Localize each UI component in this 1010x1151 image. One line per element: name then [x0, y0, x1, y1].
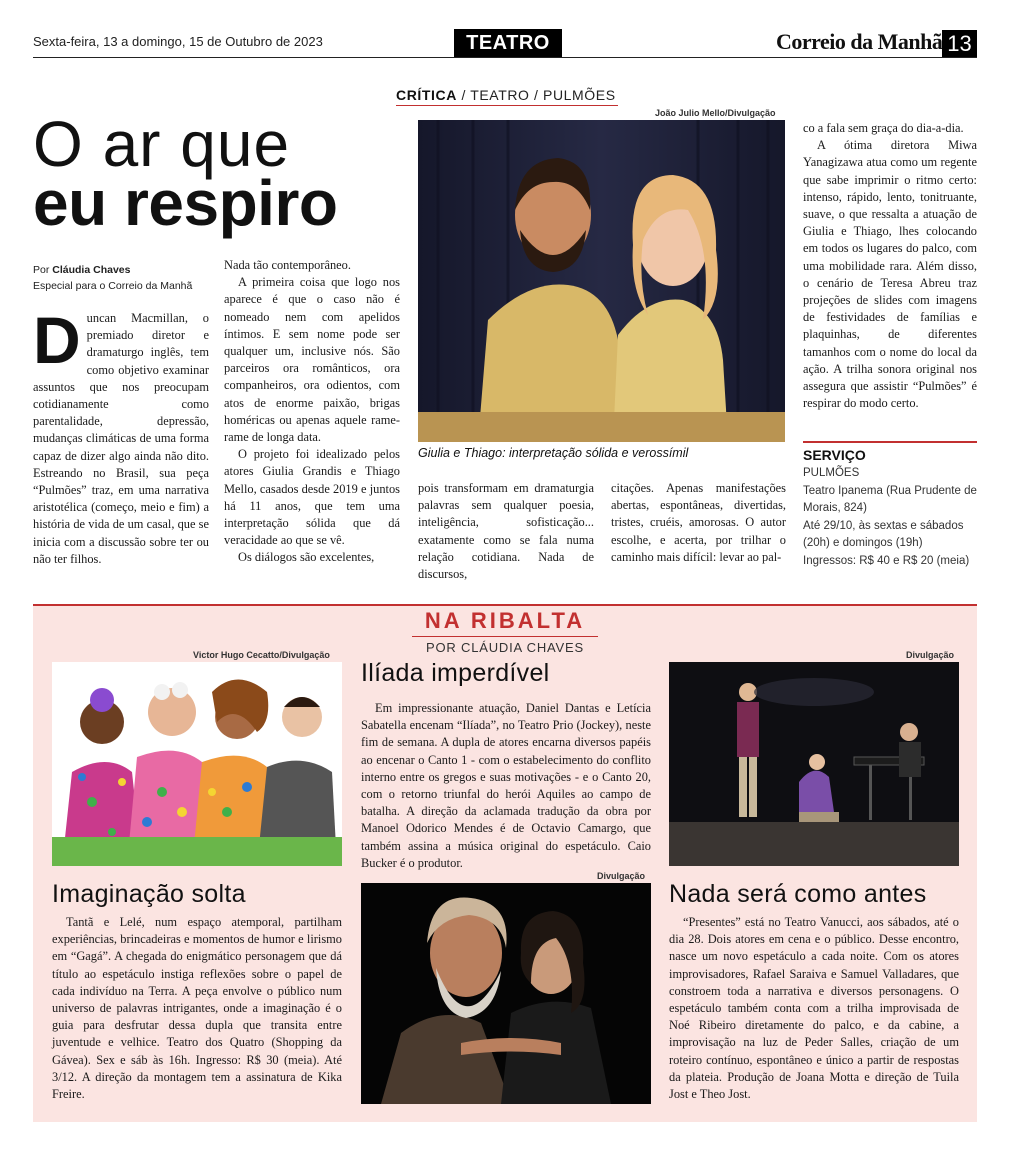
byline-prefix: Por	[33, 264, 53, 276]
servico-prices: Ingressos: R$ 40 e R$ 20 (meia)	[803, 554, 970, 567]
headline-line-1: O ar que	[33, 108, 291, 180]
article-column-4	[611, 480, 786, 566]
section-label: TEATRO	[454, 29, 562, 57]
nada-text	[669, 914, 959, 1103]
iliada-text	[361, 700, 651, 872]
servico-rule	[803, 441, 977, 443]
photo-credit: João Julio Mello/Divulgação	[655, 108, 776, 118]
photo-credit: Divulgação	[597, 871, 646, 881]
byline-author: Cláudia Chaves	[52, 264, 131, 276]
article-column-2	[224, 257, 400, 567]
paragraph: Nada tão contemporâneo.	[224, 258, 351, 272]
actors-photo-illustration	[418, 120, 785, 442]
paragraph: A ótima diretora Miwa Yanagizawa atua como um regente que sabe imprimir o ritmo certo: intenso, rápido, lento, tonitruante, suave, o que ressalta a atuação de Giulia e Thiago, lhes colocando em todos os lugares do palco, com uma mobilidade rara. Além disso, o cenário de Teresa Abreu traz projeções de slides com imagens de festividades de famílias e plaquinhas, de diferentes tamanhos com o nome do local da ação. A trilha sonora original nos assegura que assistir “Pulmões” é respirar do modo certo.	[803, 138, 977, 411]
servico-venue: Teatro Ipanema (Rua Prudente de Morais, 824)	[803, 484, 977, 514]
article-kicker	[396, 87, 616, 103]
kicker-rest: / TEATRO / PULMÕES	[456, 87, 616, 103]
stage-scene-illustration	[669, 662, 959, 866]
byline	[33, 262, 192, 294]
imaginacao-title: Imaginação solta	[52, 880, 246, 908]
iliada-actors-photo	[361, 883, 651, 1104]
iliada-title: Ilíada imperdível	[361, 659, 550, 687]
issue-date: Sexta-feira, 13 a domingo, 15 de Outubro de 2023	[33, 34, 323, 49]
paragraph: A primeira coisa que logo nos aparece é que o caso não é nomeado nem com apelidos íntimos. E sem nome pode ser qualquer um, inclusive nós. São parceiros ora românticos, ora companheiros, ora odientos, com atos de enorme paixão, brigas homéricas ou apenas aquele rame-rame de longa data.	[224, 275, 400, 445]
imaginacao-text	[52, 914, 342, 1103]
paragraph: Em impressionante atuação, Daniel Dantas e Letícia Sabatella encenam “Ilíada”, no Teatro Prio (Jockey), neste fim de semana. A dupla de atores encarna diversos papéis ao encenar o Canto 1 - com o estabelecimento do conflito interno entre os gregos e suas motivações - e o Canto 20, com o retorno triunfal do herói Aquiles ao campo de batalha. A direção da aclamada tradução da obra por Manoel Odorico Mendes é de Octavio Camargo, que também assina a música original do espetáculo. Caio Bucker é o produtor.	[361, 701, 651, 870]
paragraph: citações. Apenas manifestações abertas, espontâneas, divertidas, tristes, cruéis, amorosas. O autor escolhe, e acerta, por trilhar o caminho mais difícil: levar ao pal-	[611, 481, 786, 564]
kicker-rule	[396, 105, 618, 106]
headline-line-2: eu respiro	[33, 167, 338, 239]
servico-schedule: Até 29/10, às sextas e sábados (20h) e domingos (19h)	[803, 519, 964, 549]
nada-title: Nada será como antes	[669, 880, 927, 908]
photo-credit: Divulgação	[906, 650, 955, 660]
servico-show: PULMÕES	[803, 467, 860, 479]
gaga-cast-photo	[52, 662, 342, 866]
ribalta-title: NA RIBALTA	[424, 608, 586, 633]
newspaper-logo: Correio da Manhã	[776, 29, 943, 54]
presentes-stage-photo	[669, 662, 959, 866]
paragraph: pois transformam em dramaturgia palavras sem qualquer poesia, inteligência, sofisticação... exatamente como se fala numa relação cotidiana. Nada de discursos,	[418, 481, 594, 582]
byline-role: Especial para o Correio da Manhã	[33, 280, 193, 292]
article-column-3	[418, 480, 594, 583]
ribalta-byline: POR CLÁUDIA CHAVES	[426, 640, 584, 655]
header-rule	[33, 57, 977, 58]
photo-credit: Victor Hugo Cecatto/Divulgação	[193, 650, 330, 660]
paragraph: Os diálogos são excelentes,	[238, 550, 375, 565]
column-1-text: uncan Macmillan, o premiado diretor e dramaturgo inglês, tem como objetivo examinar assuntos que nos preocupam cotidianamente como parentalidade, depressão, mudanças climáticas de uma forma capaz de dizer algo ainda não dito. Estreando no Brasil, sua peça “Pulmões” traz, em uma narrativa aristotélica (começo, meio e fim) a história de vida de um casal, que se inicia com a discussão sobre ter ou não ter filhos.	[33, 311, 209, 566]
article-column-5	[803, 120, 977, 412]
servico-box	[803, 465, 977, 570]
clown-cast-illustration	[52, 662, 342, 866]
paragraph: Tantã e Lelé, num espaço atemporal, partilham experiências, brincadeiras e momentos de humor e lirismo em “Gagá”. A chegada do enigmático personagem que dá título ao espetáculo instiga reflexões sobre o papel de cada indivíduo na Terra. A peça envolve o público num universo de palavras intrigantes, onde a imaginação é o guia para desfrutar dessa dupla que transita entre juventude e velhice. Teatro dos Quatro (Shopping da Gávea). Sex e sáb às 16h. Ingresso: R$ 30 (meia). Até 3/12. A direção da montagem tem a assinatura de Kika Freire.	[52, 915, 342, 1102]
drop-cap: D	[33, 303, 81, 377]
paragraph: co a fala sem graça do dia-a-dia.	[803, 121, 964, 135]
page-number: 13	[942, 30, 977, 58]
servico-title: SERVIÇO	[803, 447, 866, 463]
paragraph: “Presentes” está no Teatro Vanucci, aos sábados, até o dia 28. Dois atores em cena e o público. Desse encontro, nasce um novo espetáculo a cada noite. Com os atores improvisadores, Rafael Saraiva e Samuel Valladares, que constroem toda a narrativa e diversos personagens. O espetáculo também conta com a trilha improvisada de Noé Ribeiro diretamente do palco, e da cabine, a improvisação na luz de Peder Salles, criação de um roteiro contínuo, espontâneo e único a partir de respostas da plateia. Produção de Joana Motta e direção de Tuila Jost e Theo Jost.	[669, 915, 959, 1102]
photo-caption: Giulia e Thiago: interpretação sólida e verossímil	[418, 446, 689, 460]
paragraph: O projeto foi idealizado pelos atores Giulia Grandis e Thiago Mello, casados desde 2019 e juntos há 11 anos, que tem uma interpretação sólida que dá veracidade ao que se vê.	[224, 447, 400, 548]
article-column-1	[33, 303, 209, 568]
iliada-actors-illustration	[361, 883, 651, 1104]
main-photo	[418, 120, 785, 442]
kicker-strong: CRÍTICA	[396, 87, 457, 103]
ribalta-title-rule	[412, 636, 598, 637]
